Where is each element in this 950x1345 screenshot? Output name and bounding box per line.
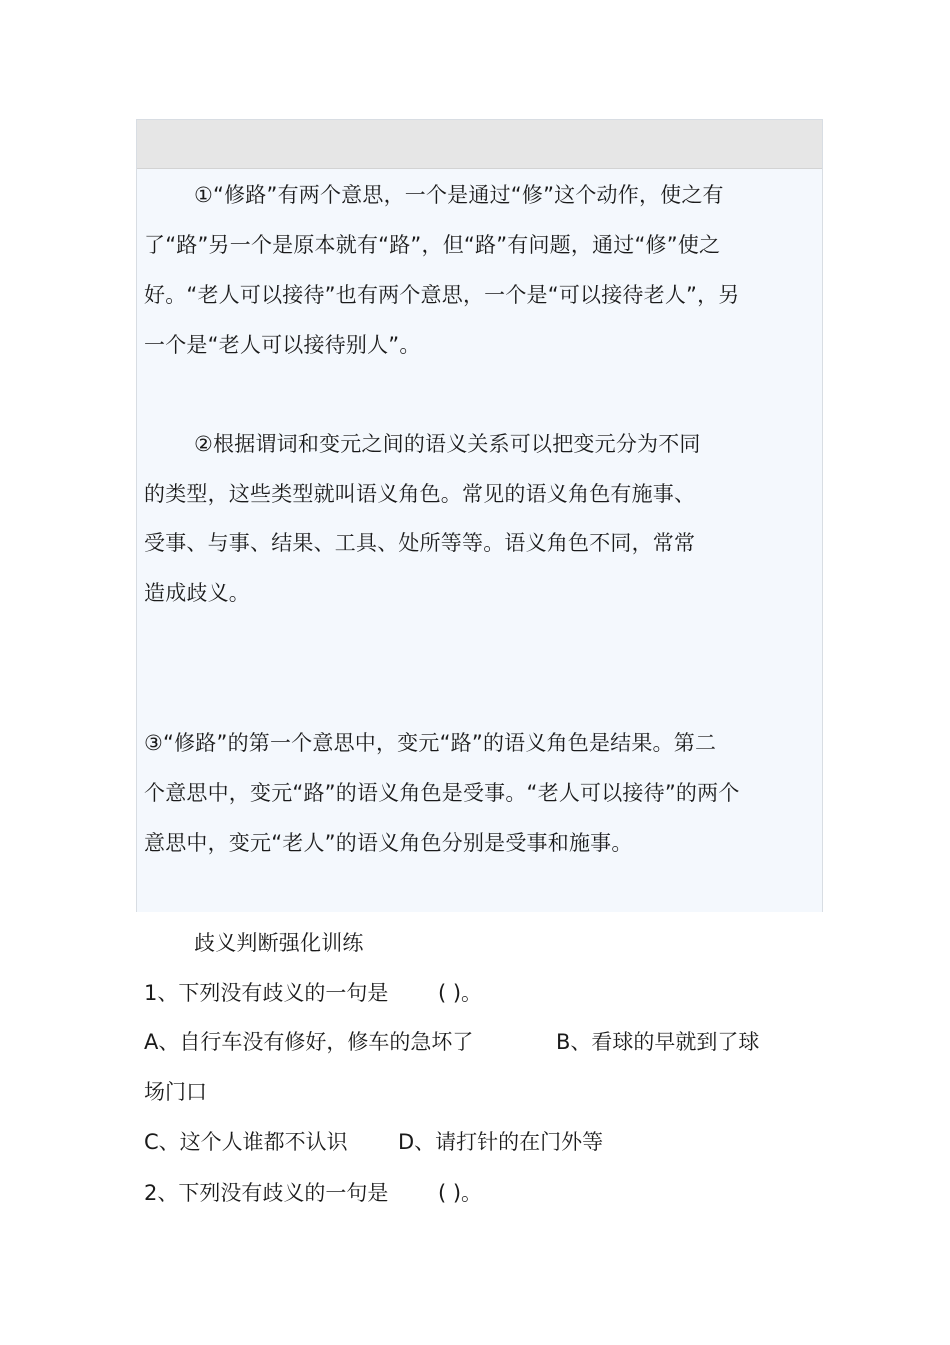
explanation-p1-line-1: ①“修路”有两个意思，一个是通过“修”这个动作，使之有 [194, 183, 724, 207]
q1-option-d: D、请打针的在门外等 [398, 1130, 604, 1154]
explanation-p1-line-3: 好。“老人可以接待”也有两个意思，一个是“可以接待老人”，另 [144, 283, 740, 307]
explanation-p3-line-2: 个意思中，变元“路”的语义角色是受事。“老人可以接待”的两个 [144, 781, 740, 805]
q1-option-b: B、看球的早就到了球 [556, 1030, 760, 1054]
explanation-p1-line-2: 了“路”另一个是原本就有“路”，但“路”有问题，通过“修”使之 [144, 233, 721, 257]
q1-answer-paren: ( )。 [438, 981, 483, 1005]
q2-answer-paren: ( )。 [438, 1181, 483, 1205]
explanation-p2-line-4: 造成歧义。 [144, 581, 250, 605]
q1-option-c: C、这个人谁都不认识 [144, 1130, 348, 1154]
explanation-p3-line-1: ③“修路”的第一个意思中，变元“路”的语义角色是结果。第二 [144, 731, 717, 755]
panel-header [137, 120, 822, 169]
q1-option-b-continued: 场门口 [144, 1080, 207, 1104]
q1-option-a: A、自行车没有修好，修车的急坏了 [144, 1030, 474, 1054]
training-title: 歧义判断强化训练 [194, 931, 364, 955]
explanation-p1-line-4: 一个是“老人可以接待别人”。 [144, 333, 421, 357]
q2-stem: 2、下列没有歧义的一句是 [144, 1181, 389, 1205]
explanation-p2-line-3: 受事、与事、结果、工具、处所等等。语义角色不同，常常 [144, 531, 696, 555]
q1-stem: 1、下列没有歧义的一句是 [144, 981, 389, 1005]
explanation-p2-line-1: ②根据谓词和变元之间的语义关系可以把变元分为不同 [194, 432, 701, 456]
explanation-p3-line-3: 意思中，变元“老人”的语义角色分别是受事和施事。 [144, 831, 633, 855]
explanation-p2-line-2: 的类型，这些类型就叫语义角色。常见的语义角色有施事、 [144, 482, 696, 506]
